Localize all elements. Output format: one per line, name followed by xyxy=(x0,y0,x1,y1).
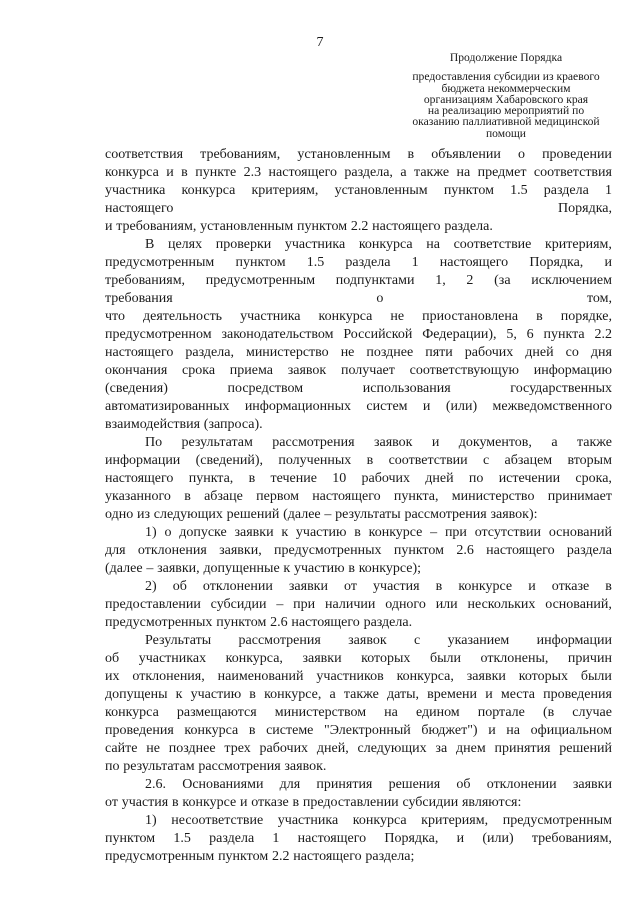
page-number: 7 xyxy=(316,35,324,50)
text-line: указанного в абзаце первом настоящего пункта, министерство принимает xyxy=(105,489,612,504)
text-line: 1) несоответствие участника конкурса критериям, предусмотренным xyxy=(145,813,612,828)
text-line: пунктом 1.5 раздела 1 настоящего Порядка, и (или) требованиям, xyxy=(105,831,612,846)
document-body xyxy=(105,146,612,866)
text-line: требованиям, предусмотренным подпунктами 1, 2 (за исключением xyxy=(105,273,612,288)
text-line: по результатам рассмотрения заявок. xyxy=(105,759,327,774)
text-line: 1) о допуске заявки к участию в конкурсе – при отсутствии оснований xyxy=(145,525,612,540)
text-line: (далее – заявки, допущенные к участию в конкурсе); xyxy=(105,561,422,576)
text-line: По результатам рассмотрения заявок и документов, а также xyxy=(145,435,612,450)
text-line: об участниках конкурса, заявки которых были отклонены, причин xyxy=(105,651,612,666)
text-line: допущены к участию в конкурсе, а также даты, времени и места проведения xyxy=(105,687,612,702)
text-line: взаимодействия (запроса). xyxy=(105,417,263,432)
text-line: для отклонения заявки, предусмотренных пунктом 2.6 настоящего раздела xyxy=(105,543,612,558)
text-line: конкурса размещаются министерством на едином портале (в случае xyxy=(105,705,612,720)
text-line: что деятельность участника конкурса не приостановлена в порядке, xyxy=(105,309,612,324)
document-header xyxy=(396,52,616,139)
text-line: конкурса и в пункте 2.3 настоящего раздела, а также на предмет соответствия xyxy=(105,165,612,180)
text-line: окончания срока приема заявок получает соответствующую информацию xyxy=(105,363,612,378)
text-line: 2.6. Основаниями для принятия решения об отклонении заявки xyxy=(145,777,612,792)
text-line: автоматизированных информационных систем и (или) межведомственного xyxy=(105,399,612,414)
text-line: настоящего Порядка, xyxy=(105,201,612,216)
text-line: требования о том, xyxy=(105,291,612,306)
text-line: предусмотренных пунктом 2.6 настоящего раздела. xyxy=(105,615,413,630)
text-line: их отклонения, наименований участников конкурса, заявки которых были xyxy=(105,669,612,684)
text-line: проведения конкурса в системе "Электронный бюджет") и на официальном xyxy=(105,723,612,738)
header-line: помощи xyxy=(485,126,527,140)
text-line: от участия в конкурсе и отказе в предоставлении субсидии являются: xyxy=(105,795,522,810)
text-line: настоящего раздела, министерство не позднее пяти рабочих дней со дня xyxy=(105,345,612,360)
text-line: участника конкурса критериям, установленным пунктом 1.5 раздела 1 xyxy=(105,183,612,198)
text-line: Результаты рассмотрения заявок с указанием информации xyxy=(145,633,612,648)
text-line: 2) об отклонении заявки от участия в конкурсе и отказе в xyxy=(145,579,612,594)
text-line: и требованиям, установленным пунктом 2.2 настоящего раздела. xyxy=(105,219,493,234)
text-line: настоящего пункта, в течение 10 рабочих дней по истечении срока, xyxy=(105,471,612,486)
header-line: на реализацию мероприятий по xyxy=(427,104,585,118)
header-line: бюджета некоммерческим xyxy=(441,81,571,95)
header-line: предоставления субсидии из краевого xyxy=(412,70,600,84)
text-line: информации (сведений), полученных в соответствии с абзацем вторым xyxy=(105,453,612,468)
text-line: (сведения) посредством использования государственных xyxy=(105,381,612,396)
header-line: организациям Хабаровского края xyxy=(423,92,589,106)
text-line: предусмотренным пунктом 2.2 настоящего раздела; xyxy=(105,849,415,864)
header-title: Продолжение Порядка xyxy=(449,51,563,64)
text-line: предоставлении субсидии – при наличии одного или нескольких оснований, xyxy=(105,597,612,612)
text-line: одно из следующих решений (далее – результаты рассмотрения заявок): xyxy=(105,507,538,522)
text-line: сайте не позднее трех рабочих дней, следующих за днем принятия решений xyxy=(105,741,612,756)
header-line: оказанию паллиативной медицинской xyxy=(412,115,600,129)
text-line: В целях проверки участника конкурса на соответствие критериям, xyxy=(145,237,612,252)
text-line: предусмотренным пунктом 1.5 раздела 1 настоящего Порядка, и xyxy=(105,255,612,270)
text-line: предусмотренном законодательством Российской Федерации), 5, 6 пункта 2.2 xyxy=(105,327,612,342)
text-line: соответствия требованиям, установленным в объявлении о проведении xyxy=(105,147,612,162)
